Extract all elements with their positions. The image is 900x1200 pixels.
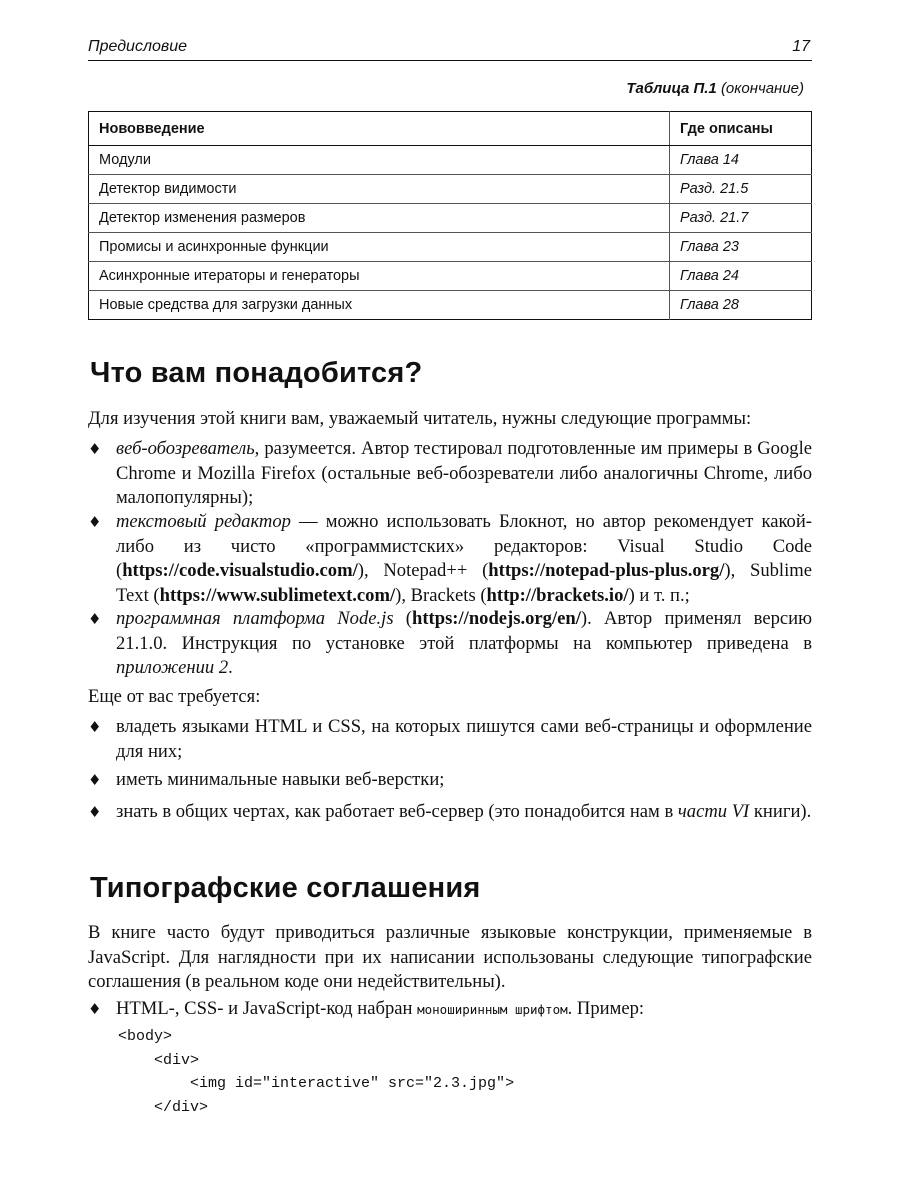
table-cell-location: Глава 23	[670, 233, 812, 262]
table-row	[89, 291, 812, 320]
table-caption-label: Таблица П.1	[626, 80, 717, 97]
table-cell-feature: Промисы и асинхронные функции	[89, 233, 670, 262]
ref-part-vi: части VI	[677, 801, 750, 822]
list-item-text: . Пример:	[567, 998, 645, 1019]
list-item-text: ), Brackets (	[395, 584, 487, 606]
code-line: <div>	[118, 1051, 200, 1069]
list-item	[88, 607, 812, 681]
table-cell-location: Глава 14	[670, 146, 812, 175]
table-cell-location: Глава 28	[680, 297, 739, 313]
table-row	[89, 146, 812, 175]
term-text-editor: текстовый редактор	[116, 511, 291, 532]
bullet-diamond-icon: ♦	[88, 513, 102, 531]
link-sublime[interactable]: https://www.sublimetext.com/	[159, 584, 396, 606]
table-header-row	[89, 112, 812, 146]
list-item-text: ), Sublime Text (	[116, 560, 812, 606]
table-caption	[626, 80, 804, 97]
ref-appendix-2: приложении 2	[116, 657, 229, 679]
bullet-diamond-icon: ♦	[88, 610, 102, 628]
term-browser: веб-обозреватель	[116, 438, 255, 459]
list-item-text: владеть языками HTML и CSS, на которых пишутся сами веб-страницы и оформление для них;	[116, 716, 812, 762]
section-heading-conventions: Типографские соглашения	[90, 872, 481, 904]
list-item-text: знать в общих чертах, как работает веб-сервер (это понадобится нам в	[116, 801, 678, 822]
list-item-text: .	[228, 657, 233, 679]
list-item-text: ). Автор применял версию 21.1.0. Инструкция по установке этой платформы на компьютер приведена в	[116, 608, 812, 654]
running-header	[88, 38, 812, 61]
bullet-diamond-icon: ♦	[88, 803, 102, 821]
section-heading-requirements: Что вам понадобится?	[90, 357, 423, 389]
features-table	[88, 111, 812, 320]
link-vscode[interactable]: https://code.visualstudio.com/	[122, 560, 358, 582]
list-item-text: — можно использовать Блокнот, но автор рекомендует какой-либо из чисто «программистских» редакторов: Visual Studio Code (	[116, 511, 812, 582]
bullet-diamond-icon: ♦	[88, 1000, 102, 1018]
table-cell-location: Разд. 21.5	[670, 175, 812, 204]
list-item	[88, 437, 812, 511]
table-cell-feature: Асинхронные итераторы и генераторы	[89, 262, 670, 291]
list-item	[88, 510, 812, 608]
column-header-feature: Нововведение	[89, 112, 670, 146]
bullet-diamond-icon: ♦	[88, 440, 102, 458]
table-cell-location: Разд. 21.7	[670, 204, 812, 233]
table-cell-feature: Детектор видимости	[89, 175, 670, 204]
requirements-intro: Для изучения этой книги вам, уважаемый читатель, нужны следующие программы:	[88, 408, 752, 429]
column-header-location: Где описаны	[670, 112, 812, 146]
table-cell-location: Глава 24	[670, 262, 812, 291]
bullet-diamond-icon: ♦	[88, 771, 102, 789]
list-item-text: , разумеется. Автор тестировал подготовленные им примеры в Google Chrome и Mozilla Firefox (остальные веб-обозреватели либо аналогичны Chrome, либо малопопулярны);	[116, 438, 812, 509]
list-item-text: ) и т. п.;	[628, 584, 690, 606]
table-cell-feature: Детектор изменения размеров	[89, 204, 670, 233]
list-item-text: ), Notepad++ (	[357, 560, 489, 582]
term-nodejs: программная платформа Node.js	[116, 608, 394, 629]
conventions-intro: В книге часто будут приводиться различные языковые конструкции, применяемые в JavaScript. Для наглядности при их написании использованы следующие типографские соглашения (в реальном коде они недействительны).	[88, 922, 812, 993]
also-required-text: Еще от вас требуется:	[88, 686, 261, 707]
list-item	[88, 997, 812, 1023]
running-header-section: Предисловие	[88, 38, 188, 55]
monospace-sample: моноширинным шрифтом	[417, 1002, 568, 1017]
table-caption-note: (окончание)	[720, 80, 804, 97]
table-row	[89, 262, 812, 291]
table-cell-feature: Новые средства для загрузки данных	[89, 291, 670, 320]
table-row	[89, 175, 812, 204]
code-line: <body>	[118, 1028, 173, 1045]
code-example	[118, 1025, 514, 1119]
list-item-text: (	[393, 608, 412, 629]
bullet-diamond-icon: ♦	[88, 718, 102, 736]
list-item	[88, 800, 812, 825]
list-item	[88, 768, 812, 793]
code-line: <img id="interactive" src="2.3.jpg">	[118, 1075, 515, 1092]
code-line: </div>	[118, 1098, 209, 1116]
table-row	[89, 233, 812, 262]
list-item	[88, 715, 812, 764]
table-cell-feature: Модули	[89, 146, 670, 175]
link-nodejs[interactable]: https://nodejs.org/en/	[412, 608, 581, 629]
link-notepadpp[interactable]: https://notepad-plus-plus.org/	[488, 560, 725, 582]
link-brackets[interactable]: http://brackets.io/	[486, 584, 629, 606]
list-item-text: книги).	[749, 801, 812, 822]
list-item-text: иметь минимальные навыки веб-верстки;	[116, 769, 445, 790]
page-number: 17	[792, 38, 810, 55]
table-row	[89, 204, 812, 233]
list-item-text: HTML-, CSS- и JavaScript-код набран	[116, 998, 418, 1019]
